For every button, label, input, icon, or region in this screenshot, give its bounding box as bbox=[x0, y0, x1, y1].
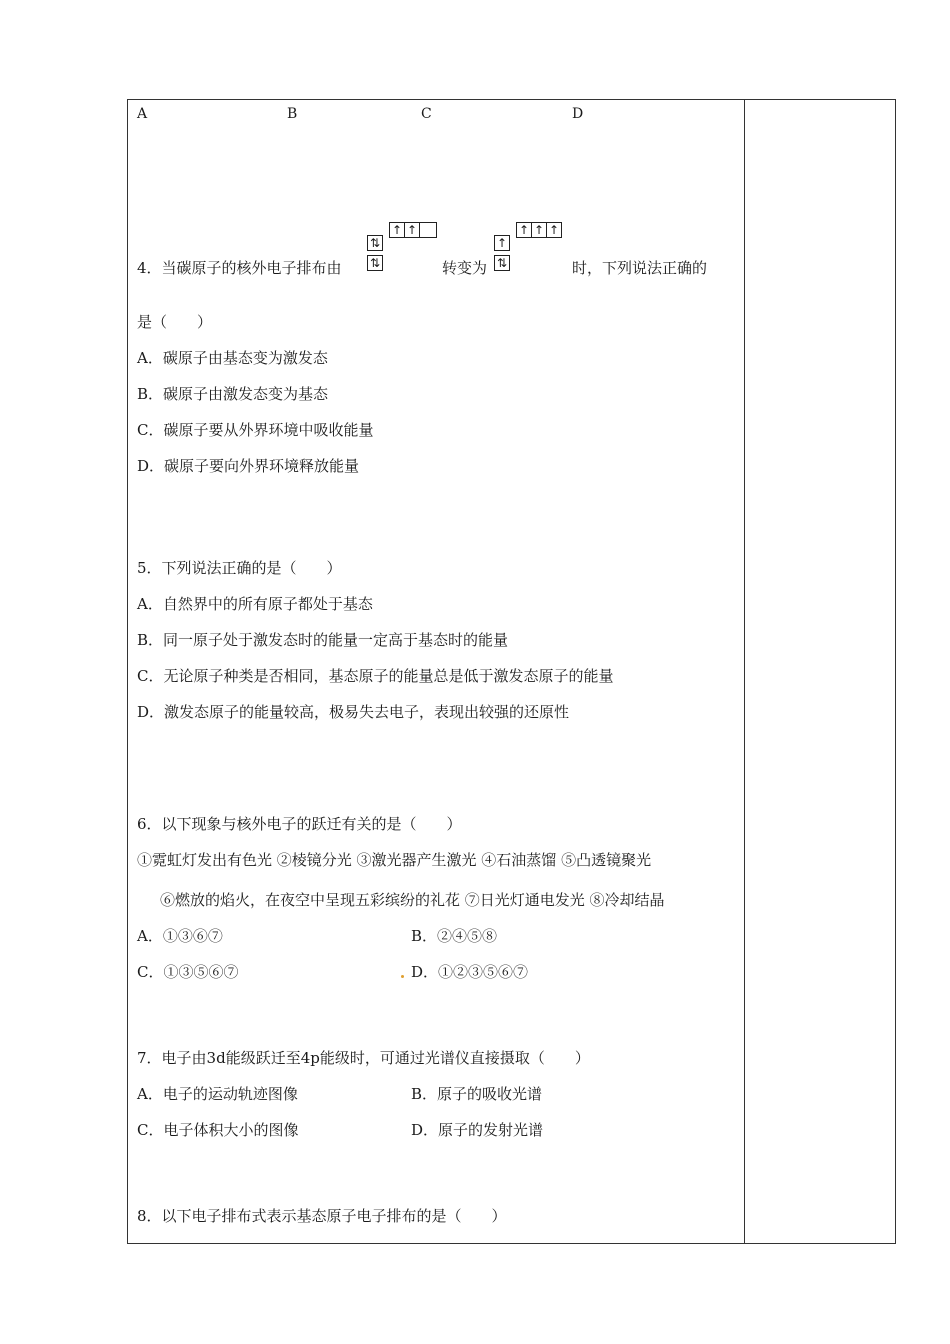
orbital-to-2p bbox=[516, 222, 562, 238]
orbital-from-2s bbox=[367, 235, 383, 251]
q4-option-c: C．碳原子要从外界环境中吸收能量 bbox=[137, 421, 374, 439]
q6-items-line1: ①霓虹灯发出有色光 ②棱镜分光 ③激光器产生激光 ④石油蒸馏 ⑤凸透镜聚光 bbox=[137, 851, 652, 869]
orbital-box: ⇅ bbox=[367, 235, 383, 251]
orbital-from-2p bbox=[389, 222, 437, 238]
q5-option-c: C．无论原子种类是否相同，基态原子的能量总是低于激发态原子的能量 bbox=[137, 667, 614, 685]
q5-option-b: B．同一原子处于激发态时的能量一定高于基态时的能量 bbox=[137, 631, 509, 649]
q6-stem: 6．以下现象与核外电子的跃迁有关的是（ ） bbox=[137, 815, 462, 833]
q4-option-d: D．碳原子要向外界环境释放能量 bbox=[137, 457, 360, 475]
orbital-box: ⇅ bbox=[494, 255, 510, 271]
q6-items-line2: ⑥燃放的焰火，在夜空中呈现五彩缤纷的礼花 ⑦日光灯通电发光 ⑧冷却结晶 bbox=[160, 891, 665, 909]
orbital-box: ↑ bbox=[404, 222, 420, 238]
q6-option-b: B．②④⑤⑧ bbox=[411, 927, 498, 945]
q7-option-c: C．电子体积大小的图像 bbox=[137, 1121, 299, 1139]
q5-option-a: A．自然界中的所有原子都处于基态 bbox=[137, 595, 373, 613]
q7-option-b: B．原子的吸收光谱 bbox=[411, 1085, 543, 1103]
top-option-c: C bbox=[421, 106, 432, 122]
orbital-box: ↑ bbox=[546, 222, 562, 238]
stray-dot bbox=[401, 975, 404, 978]
q4-stem-line2: 是（ ） bbox=[137, 313, 213, 331]
orbital-box: ↑ bbox=[516, 222, 532, 238]
orbital-box bbox=[419, 222, 437, 238]
orbital-box: ⇅ bbox=[367, 255, 383, 271]
q4-option-b: B．碳原子由激发态变为基态 bbox=[137, 385, 329, 403]
orbital-from-1s bbox=[367, 255, 383, 271]
column-divider bbox=[744, 99, 745, 1244]
orbital-to-1s bbox=[494, 255, 510, 271]
top-option-d: D bbox=[572, 106, 584, 122]
top-option-b: B bbox=[287, 106, 298, 122]
q5-option-d: D．激发态原子的能量较高，极易失去电子，表现出较强的还原性 bbox=[137, 703, 570, 721]
orbital-box: ↑ bbox=[389, 222, 405, 238]
orbital-box: ↑ bbox=[531, 222, 547, 238]
top-option-a: A bbox=[137, 106, 148, 122]
q4-stem-part3: 时，下列说法正确的 bbox=[572, 259, 708, 277]
q4-option-a: A．碳原子由基态变为激发态 bbox=[137, 349, 328, 367]
q4-stem-part2: 转变为 bbox=[442, 259, 488, 277]
q7-option-a: A．电子的运动轨迹图像 bbox=[137, 1085, 298, 1103]
orbital-box: ↑ bbox=[494, 235, 510, 251]
q7-stem: 7．电子由3d能级跃迁至4p能级时，可通过光谱仪直接摄取（ ） bbox=[137, 1049, 590, 1067]
q6-option-c: C．①③⑤⑥⑦ bbox=[137, 963, 239, 981]
q4-stem-part1: 4．当碳原子的核外电子排布由 bbox=[137, 259, 342, 277]
q8-stem: 8．以下电子排布式表示基态原子电子排布的是（ ） bbox=[137, 1207, 507, 1225]
orbital-to-2s bbox=[494, 235, 510, 251]
q5-stem: 5．下列说法正确的是（ ） bbox=[137, 559, 342, 577]
q6-option-d: D．①②③⑤⑥⑦ bbox=[411, 963, 529, 981]
q6-option-a: A．①③⑥⑦ bbox=[137, 927, 223, 945]
q7-option-d: D．原子的发射光谱 bbox=[411, 1121, 544, 1139]
